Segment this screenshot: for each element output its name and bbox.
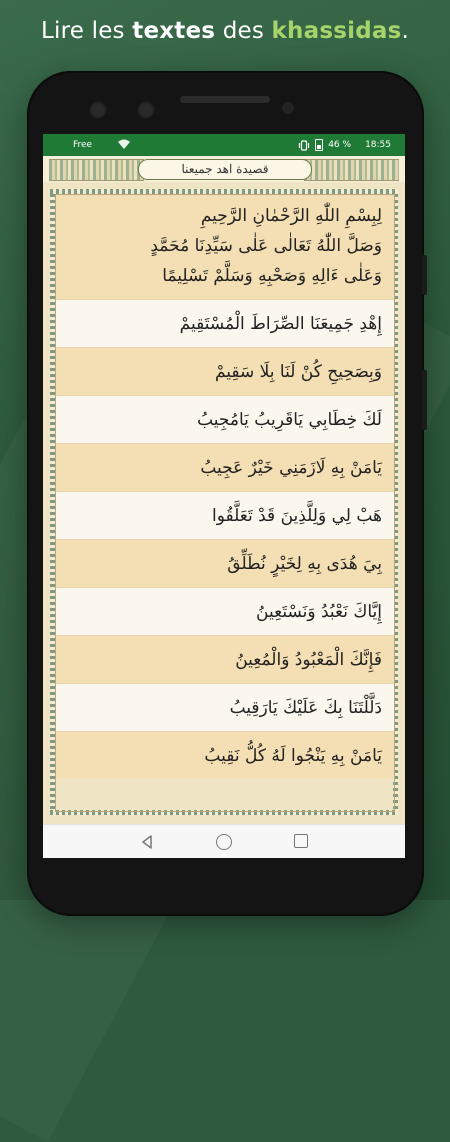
- promo-bold: textes: [132, 18, 216, 44]
- promo-middle: des: [215, 18, 272, 44]
- phone-screen: [43, 134, 405, 858]
- promo-accent: khassidas: [271, 18, 402, 44]
- text-page[interactable]: [43, 182, 405, 824]
- verse-list[interactable]: [55, 194, 395, 812]
- earpiece-speaker: [180, 96, 270, 103]
- verse-line[interactable]: بِيَ هُدَى بِهِ لِخَيْرٍ نُطَلِّقُ: [56, 539, 394, 587]
- verse-line[interactable]: يَامَنْ بِهِ لَازَمَنِي خَيْرٌ عَجِيبُ: [56, 443, 394, 491]
- promo-suffix: .: [401, 18, 409, 44]
- promo-headline: [0, 18, 450, 44]
- title-ornament-right: [304, 159, 399, 181]
- proximity-sensor: [282, 102, 294, 114]
- battery-icon: [315, 139, 323, 151]
- verse-line[interactable]: وَبِصَحِيحِ كُنْ لَنَا بِلَا سَقِيمْ: [56, 347, 394, 395]
- verse-line[interactable]: فَإِنَّكَ الْمَعْبُودُ وَالْمُعِينُ: [56, 635, 394, 683]
- verse-line[interactable]: إِيَّاكَ نَعْبُدُ وَنَسْتَعِينُ: [56, 587, 394, 635]
- carrier-label: Free: [73, 140, 93, 150]
- title-bar: [43, 156, 405, 182]
- title-ornament-left: [49, 159, 144, 181]
- verse-line[interactable]: يَامَنْ بِهِ يَنْجُوا لَهُ كُلُّ نَقِيبُ: [56, 731, 394, 779]
- khassida-title: قصيدة اهد جميعنا: [138, 159, 312, 180]
- system-nav-bar: [43, 824, 405, 858]
- verse-line[interactable]: لَكَ خِطَابِي يَاقَرِيبُ يَامُجِيبُ: [56, 395, 394, 443]
- front-sensor-icon: [137, 101, 155, 119]
- home-icon[interactable]: [216, 834, 232, 850]
- recents-icon[interactable]: [294, 834, 308, 848]
- vibrate-icon: [298, 140, 310, 151]
- verse-line[interactable]: دَلَّلْتَنَا بِكَ عَلَيْكَ يَارَقِيبُ: [56, 683, 394, 731]
- status-bar: [43, 134, 405, 156]
- verse-line[interactable]: إِهْدِ جَمِيعَنَا الصِّرَاطَ الْمُسْتَقِيمْ: [56, 299, 394, 347]
- front-camera-icon: [89, 101, 107, 119]
- wifi-icon: [117, 138, 131, 150]
- intro-line: لِبِسْمِ اللّٰهِ الرَّحْمٰانِ الرَّحِيمِ: [200, 206, 382, 226]
- verse-line[interactable]: هَبْ لِي وَلِلَّذِينَ قَدْ تَعَلَّقُوا: [56, 491, 394, 539]
- power-button: [422, 370, 427, 430]
- promo-prefix: Lire les: [41, 18, 133, 44]
- intro-block: [56, 195, 394, 299]
- volume-button: [422, 255, 427, 295]
- intro-line: وَعَلٰى ءَالِهِ وَصَحْبِهِ وَسَلَّمْ تَسْلِيمًا: [162, 266, 382, 286]
- status-right: [298, 139, 391, 151]
- back-icon[interactable]: [139, 834, 155, 850]
- battery-level: 46 %: [328, 140, 352, 150]
- intro-line: وَصَلَّ اللّٰهُ تَعَالٰى عَلٰى سَيِّدِنَا مُحَمَّدٍ: [150, 236, 382, 256]
- clock: 18:55: [365, 140, 391, 150]
